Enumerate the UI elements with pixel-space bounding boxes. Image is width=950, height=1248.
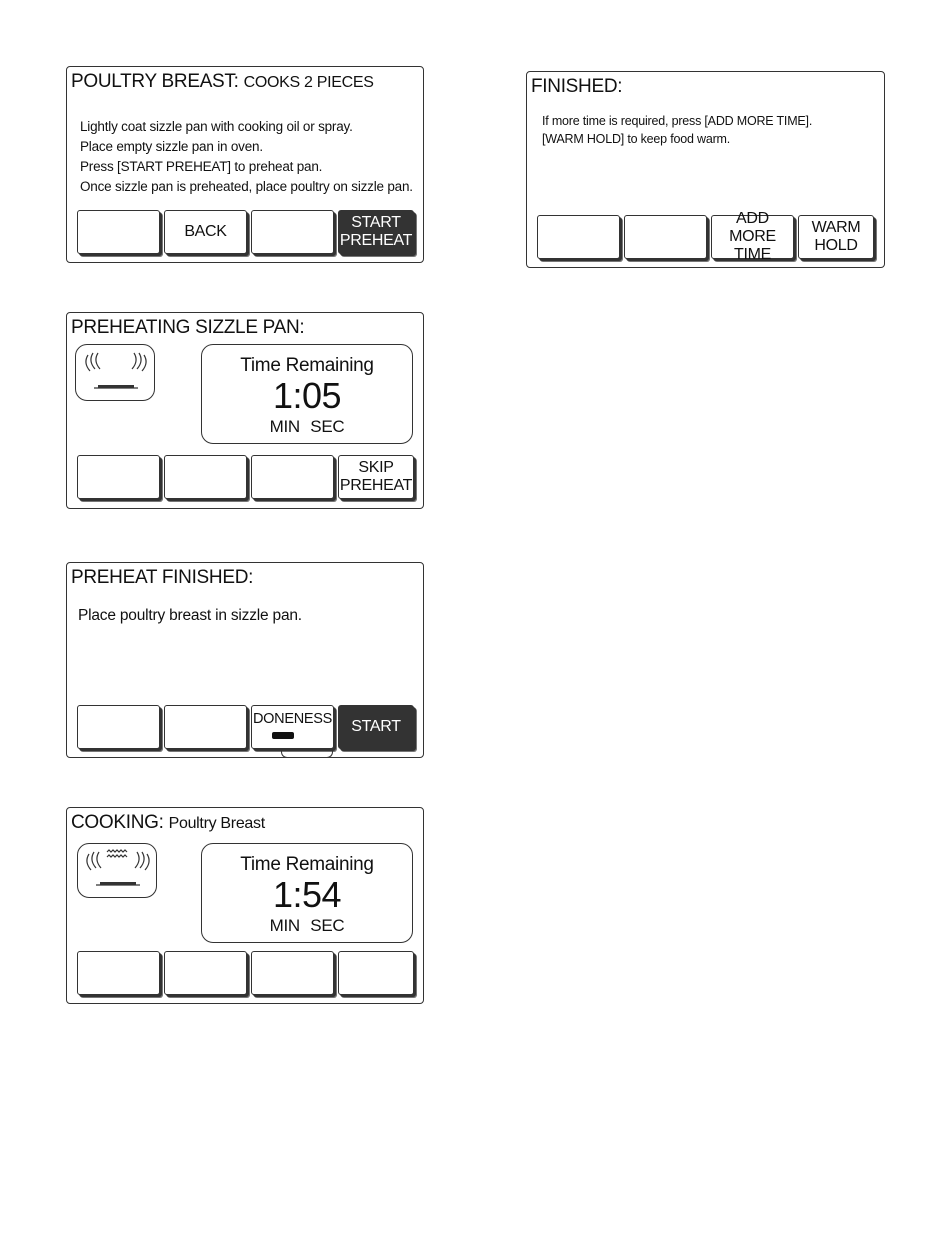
blank-button[interactable]	[77, 705, 160, 749]
skip-preheat-button[interactable]: SKIP PREHEAT	[338, 455, 414, 499]
blank-button[interactable]	[77, 210, 160, 254]
doneness-button[interactable]	[251, 705, 334, 749]
add-more-time-button[interactable]: ADD MORE TIME	[711, 215, 794, 259]
time-units: MIN SEC	[269, 417, 345, 436]
blank-button[interactable]	[164, 705, 247, 749]
screen-title: PREHEATING SIZZLE PAN:	[71, 317, 305, 338]
blank-button[interactable]	[251, 455, 334, 499]
screen-title: PREHEAT FINISHED:	[71, 567, 254, 588]
blank-button[interactable]	[624, 215, 707, 259]
cooking-screen	[66, 807, 424, 1004]
finished-screen	[526, 71, 885, 268]
start-preheat-button[interactable]: START PREHEAT	[338, 210, 414, 254]
instructions	[80, 117, 413, 197]
sizzle-pan-heat-icon	[75, 344, 155, 401]
start-button[interactable]: START	[338, 705, 414, 749]
poultry-breast-screen	[66, 66, 424, 263]
blank-button[interactable]	[537, 215, 620, 259]
instruction-line: [WARM HOLD] to keep food warm.	[542, 132, 731, 146]
preheating-screen	[66, 312, 424, 509]
instruction-line: Press [START PREHEAT] to preheat pan.	[80, 159, 323, 174]
doneness-level-bar	[272, 732, 294, 739]
time-remaining-value: 1:05	[272, 375, 342, 416]
blank-button[interactable]	[251, 951, 334, 995]
back-button[interactable]: BACK	[164, 210, 247, 254]
blank-button[interactable]	[338, 951, 414, 995]
blank-button[interactable]	[164, 951, 247, 995]
instruction-line: Once sizzle pan is preheated, place poultry on sizzle pan.	[80, 179, 413, 194]
blank-button[interactable]	[77, 455, 160, 499]
message: Place poultry breast in sizzle pan.	[78, 607, 302, 624]
time-units: MIN SEC	[269, 916, 345, 935]
warm-hold-button[interactable]: WARM HOLD	[798, 215, 874, 259]
time-remaining-label: Time Remaining	[240, 854, 374, 875]
blank-button[interactable]	[251, 210, 334, 254]
screen-title: POULTRY BREAST: COOKS 2 PIECES	[71, 71, 374, 92]
instruction-line: If more time is required, press [ADD MORE TIME].	[542, 114, 813, 128]
screen-title: COOKING: Poultry Breast	[71, 812, 265, 833]
doneness-indicator-tab	[281, 749, 333, 758]
preheat-finished-screen	[66, 562, 424, 758]
instructions	[542, 112, 812, 148]
time-remaining-label: Time Remaining	[240, 355, 374, 376]
sizzle-pan-cooking-icon	[77, 843, 157, 898]
instruction-line: Place empty sizzle pan in oven.	[80, 139, 263, 154]
time-remaining-value: 1:54	[272, 874, 342, 915]
time-remaining-display	[201, 843, 413, 943]
time-remaining-display	[201, 344, 413, 444]
blank-button[interactable]	[164, 455, 247, 499]
instruction-line: Lightly coat sizzle pan with cooking oil or spray.	[80, 119, 353, 134]
blank-button[interactable]	[77, 951, 160, 995]
screen-title: FINISHED:	[531, 76, 623, 97]
doneness-label: DONENESS	[253, 711, 332, 727]
